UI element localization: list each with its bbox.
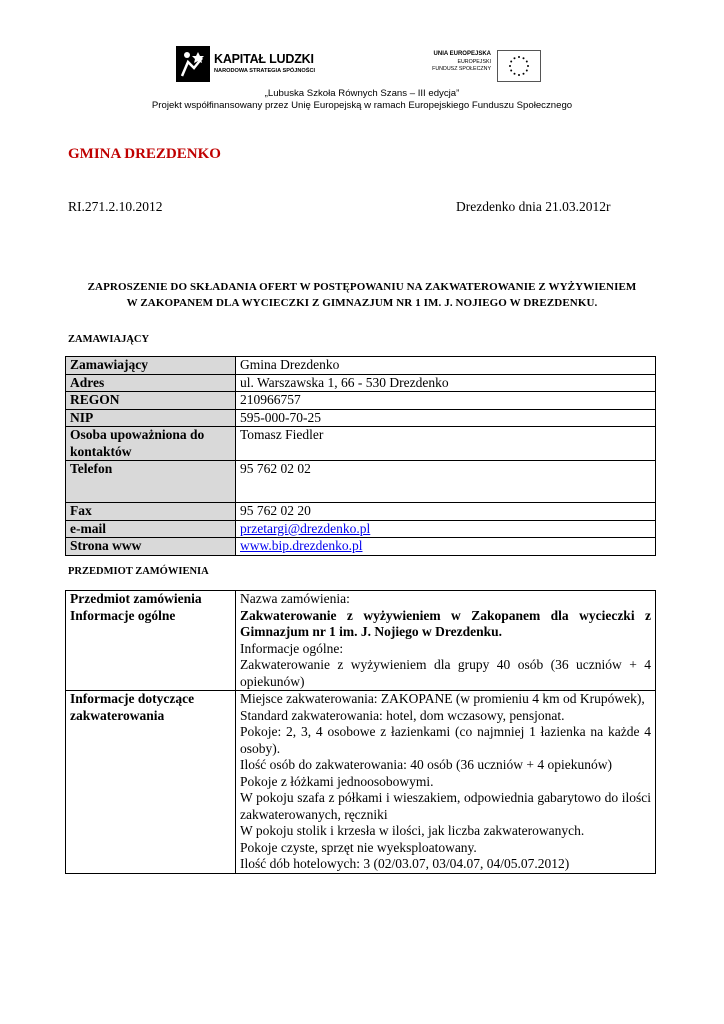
accommodation-line: Miejsce zakwaterowania: ZAKOPANE (w promieniu 4 km od Krupówek),: [240, 691, 645, 706]
accommodation-line: W pokoju stolik i krzesła w ilości, jak liczba zakwaterowanych.: [240, 823, 585, 838]
accommodation-line: Pokoje z łóżkami jednoosobowymi.: [240, 773, 434, 789]
kapital-ludzki-logo: [176, 46, 316, 86]
website-link[interactable]: www.bip.drezdenko.pl: [240, 538, 363, 553]
eu-text-line3: FUNDUSZ SPOŁECZNY: [432, 66, 491, 72]
table-row: [66, 503, 656, 521]
table-row: [66, 374, 656, 392]
label-line: Informacje ogólne: [70, 607, 176, 623]
row-label: Zamawiający: [66, 357, 236, 375]
table-row: [66, 461, 656, 503]
kapital-ludzki-mark-icon: [176, 46, 210, 82]
table-row: [66, 538, 656, 556]
document-title-line1: ZAPROSZENIE DO SKŁADANIA OFERT W POSTĘPOWANIU NA ZAKWATEROWANIE Z WYŻYWIENIEM: [87, 281, 637, 293]
row-label: Telefon: [66, 461, 236, 503]
accommodation-line: Ilość dób hotelowych: 3 (02/03.07, 03/04.07, 04/05.07.2012): [240, 856, 570, 871]
row-label: Strona www: [66, 538, 236, 556]
eu-text-line1: UNIA EUROPEJSKA: [433, 51, 491, 57]
document-date: Drezdenko dnia 21.03.2012r: [456, 199, 611, 214]
project-name: „Lubuska Szkoła Równych Szans – III edycja”: [264, 88, 460, 99]
row-label: Fax: [66, 503, 236, 521]
email-link[interactable]: przetargi@drezdenko.pl: [240, 520, 371, 536]
row-value: [236, 691, 656, 874]
kapital-ludzki-title: KAPITAŁ LUDZKI: [214, 52, 314, 66]
row-label: [66, 591, 236, 691]
reference-number: RI.271.2.10.2012: [68, 199, 163, 214]
name-label: Nazwa zamówienia:: [240, 591, 350, 606]
info-value: Zakwaterowanie z wyżywieniem dla grupy 40 osób (36 uczniów + 4 opiekunów): [240, 657, 651, 689]
eu-text-line2: EUROPEJSKI: [457, 58, 491, 65]
contracting-authority-table: [65, 356, 656, 556]
order-name: Zakwaterowanie z wyżywieniem w Zakopanem dla wycieczki z Gimnazjum nr 1 im. J. Nojiego w Drezdenku.: [240, 607, 651, 639]
accommodation-line: W pokoju szafa z półkami i wieszakiem, odpowiednia gabarytowo do ilości zakwaterowanych, ręczniki: [240, 790, 651, 822]
table-row: [66, 520, 656, 538]
label-line: Przedmiot zamówienia: [70, 591, 202, 606]
row-value: 95 762 02 20: [236, 503, 656, 521]
row-value: Gmina Drezdenko: [236, 357, 656, 375]
row-label: Adres: [66, 374, 236, 392]
row-label: Osoba upoważniona do kontaktów: [66, 427, 236, 461]
row-value: ul. Warszawska 1, 66 - 530 Drezdenko: [236, 374, 656, 392]
subject-table: [65, 590, 656, 874]
accommodation-line: Standard zakwaterowania: hotel, dom wczasowy, pensjonat.: [240, 707, 565, 723]
accommodation-line: Pokoje: 2, 3, 4 osobowe z łazienkami (co najmniej 1 łazienka na każde 4 osoby).: [240, 724, 651, 756]
info-label: Informacje ogólne:: [240, 640, 344, 656]
kapital-ludzki-subtitle: NARODOWA STRATEGIA SPÓJNOŚCI: [214, 68, 316, 74]
accommodation-line: Pokoje czyste, sprzęt nie wyeksploatowany.: [240, 839, 477, 855]
row-label: REGON: [66, 392, 236, 410]
eu-flag-icon: [497, 50, 541, 82]
row-label: Informacje dotyczące zakwaterowania: [66, 691, 236, 874]
row-value: 595-000-70-25: [236, 409, 656, 427]
row-value: [236, 591, 656, 691]
table-row: [66, 691, 656, 874]
section-heading-subject: PRZEDMIOT ZAMÓWIENIA: [68, 566, 209, 577]
table-row: [66, 392, 656, 410]
table-row: [66, 427, 656, 461]
row-value: 210966757: [236, 392, 656, 410]
table-row: [66, 409, 656, 427]
table-row: [66, 357, 656, 375]
table-row: [66, 591, 656, 691]
row-label: NIP: [66, 409, 236, 427]
row-value: [236, 538, 656, 556]
eu-fund-text: [431, 51, 491, 74]
row-value: Tomasz Fiedler: [236, 427, 656, 461]
row-value: [236, 520, 656, 538]
document-title-line2: W ZAKOPANEM DLA WYCIECZKI Z GIMNAZJUM NR 1 IM. J. NOJIEGO W DREZDENKU.: [126, 297, 598, 309]
section-heading-contracting-authority: ZAMAWIAJĄCY: [68, 334, 150, 345]
project-cofinancing: Projekt współfinansowany przez Unię Europejską w ramach Europejskiego Funduszu Społecznego: [151, 100, 573, 111]
accommodation-line: Ilość osób do zakwaterowania: 40 osób (36 uczniów + 4 opiekunów): [240, 757, 613, 772]
issuer-name: GMINA DREZDENKO: [68, 146, 221, 162]
row-label: e-mail: [66, 520, 236, 538]
row-value: 95 762 02 02: [236, 461, 656, 503]
